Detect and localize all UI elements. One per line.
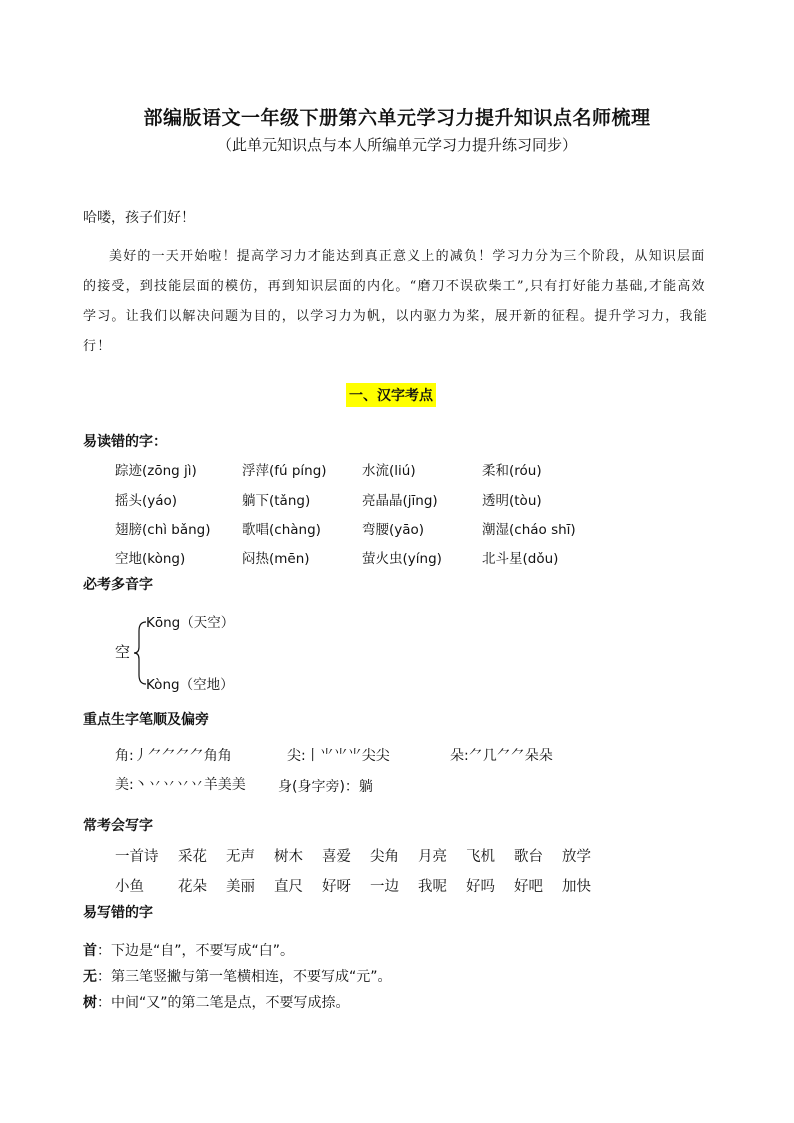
miswrite-item: [83, 992, 350, 1012]
misread-cell: 潮湿(cháo shī): [482, 522, 576, 538]
misread-cell: 弯腰(yāo): [362, 522, 425, 538]
brace-icon: [133, 621, 147, 685]
misread-cell: 北斗星(dǒu): [482, 551, 559, 567]
write-word: 采花: [178, 849, 207, 865]
heading-stroke-order: 重点生字笔顺及偏旁: [83, 712, 209, 728]
misread-cell: 柔和(róu): [482, 463, 542, 479]
heading-easy-miswrite: 易写错的字: [83, 905, 153, 921]
misread-cell: 亮晶晶(jīng): [362, 493, 438, 509]
misread-cell: 歌唱(chàng): [242, 522, 321, 538]
polyphonic-reading-1: Kōng（天空）: [146, 615, 235, 631]
miswrite-text: ：下边是“自”，不要写成“白”。: [97, 943, 295, 959]
write-word: 飞机: [466, 849, 495, 865]
miswrite-text: ：中间“又”的第二笔是点，不要写成捺。: [97, 995, 350, 1011]
polyphonic-char: 空: [115, 643, 131, 661]
write-word: 我呢: [418, 879, 447, 895]
misread-cell: 萤火虫(yíng): [362, 551, 442, 567]
misread-cell: 水流(liú): [362, 463, 416, 479]
greeting: 哈喽，孩子们好！: [83, 210, 195, 226]
write-word: 加快: [562, 879, 591, 895]
section-heading-hanzi: 一、汉字考点: [346, 383, 436, 407]
misread-cell: 闷热(mēn): [242, 551, 310, 567]
write-word: 好呀: [322, 879, 351, 895]
write-word: 小鱼: [115, 879, 144, 895]
misread-cell: 透明(tòu): [482, 493, 542, 509]
write-word: 一边: [370, 879, 399, 895]
write-word: 直尺: [274, 879, 303, 895]
heading-easy-misread: 易读错的字：: [83, 434, 167, 450]
miswrite-char: 首: [83, 943, 97, 959]
write-word: 歌台: [514, 849, 543, 865]
stroke-order-jiao: 角:丿⺈⺈⺈⺈角角: [115, 748, 232, 764]
write-word: 美丽: [226, 879, 255, 895]
miswrite-char: 树: [83, 995, 97, 1011]
stroke-order-duo: 朵:⺈几⺈⺈朵朵: [450, 748, 553, 764]
intro-paragraph: 美好的一天开始啦！提高学习力才能达到真正意义上的减负！学习力分为三个阶段，从知识层面的接受，到技能层面的模仿，再到知识层面的内化。“磨刀不误砍柴工”,只有打好能力基础,才能高效学习。让我们以解决问题为目的，以学习力为帆，以内驱力为桨，展开新的征程。提升学习力，我能行！: [83, 249, 708, 354]
document-title: 部编版语文一年级下册第六单元学习力提升知识点名师梳理: [143, 107, 651, 129]
write-word: 尖角: [370, 849, 399, 865]
miswrite-item: [83, 940, 294, 960]
misread-cell: 躺下(tǎng): [242, 493, 311, 509]
misread-cell: 翅膀(chì bǎng): [115, 522, 211, 538]
write-word: 喜爱: [322, 849, 351, 865]
write-word: 花朵: [178, 879, 207, 895]
misread-cell: 摇头(yáo): [115, 493, 178, 509]
write-word: 好吗: [466, 879, 495, 895]
document-subtitle: （此单元知识点与本人所编单元学习力提升练习同步）: [216, 136, 577, 154]
stroke-order-mei: 美:丶丷丷丷丷羊美美: [115, 777, 246, 793]
polyphonic-reading-2: Kòng（空地）: [146, 677, 234, 693]
write-word: 好吧: [514, 879, 543, 895]
write-word: 一首诗: [115, 849, 159, 865]
miswrite-item: [83, 966, 392, 986]
miswrite-char: 无: [83, 969, 97, 985]
stroke-order-jian: 尖:丨⺌⺌⺌尖尖: [287, 748, 390, 764]
write-word: 放学: [562, 849, 591, 865]
misread-cell: 空地(kòng): [115, 551, 186, 567]
radical-shen: 身(身字旁)：躺: [278, 779, 373, 795]
write-word: 月亮: [418, 849, 447, 865]
heading-polyphonic: 必考多音字: [83, 577, 153, 593]
misread-cell: 踪迹(zōng jì): [115, 463, 197, 479]
heading-common-write: 常考会写字: [83, 818, 153, 834]
miswrite-text: ：第三笔竖撇与第一笔横相连，不要写成“元”。: [97, 969, 392, 985]
write-word: 无声: [226, 849, 255, 865]
misread-cell: 浮萍(fú píng): [242, 463, 327, 479]
write-word: 树木: [274, 849, 303, 865]
